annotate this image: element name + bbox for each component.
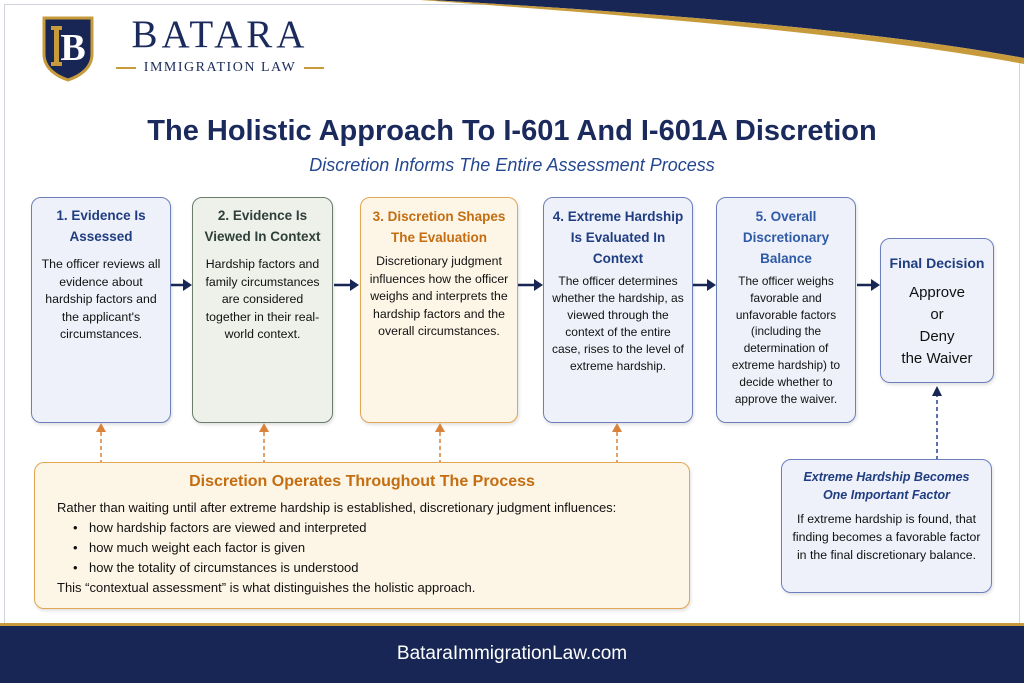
step-5-body: The officer weighs favorable and unfavorable factors (including the determination of extreme hardship) to decide whether to approve the waiver. [731, 274, 841, 406]
page-title: The Holistic Approach To I-601 And I-601A Discretion [147, 115, 877, 147]
step-3-heading: 3. Discretion Shapes The Evaluation [372, 209, 506, 245]
page-subtitle: Discretion Informs The Entire Assessment Process [309, 155, 715, 175]
flow-arrow-3 [518, 278, 544, 292]
footer-gold-rule [0, 623, 1024, 626]
flow-arrow-4 [693, 278, 717, 292]
influence-arrow-4 [610, 422, 624, 464]
final-line-deny: Deny [919, 328, 955, 345]
process-panel [34, 462, 690, 609]
brand-rule-left [116, 67, 136, 69]
step-2-body: Hardship factors and family circumstances are considered together in their real-world context. [205, 257, 320, 341]
footer [0, 623, 1024, 683]
final-line-or: or [930, 306, 944, 323]
header [0, 0, 1024, 92]
flow-arrow-5 [857, 278, 881, 292]
footer-url-link[interactable]: BataraImmigrationLaw.com [396, 643, 628, 664]
influence-arrow-1 [94, 422, 108, 464]
step-1-heading: 1. Evidence Is Assessed [56, 208, 146, 244]
final-line-approve: Approve [909, 284, 965, 301]
step-5-heading: 5. Overall Discretionary Balance [742, 209, 830, 266]
step-1-body: The officer reviews all evidence about hardship factors and the applicant's circumstances. [41, 257, 161, 341]
factor-body: If extreme hardship is found, that finding becomes a favorable factor in the final discretionary balance. [792, 512, 981, 562]
step-3-body: Discretionary judgment influences how the officer weighs and interprets the hardship factors and the overall circumstances. [369, 254, 509, 338]
step-2-heading: 2. Evidence Is Viewed In Context [204, 208, 321, 244]
factor-box [781, 459, 992, 593]
flow-arrow-1 [171, 278, 193, 292]
logo-letter: B [60, 27, 86, 69]
final-decision-heading: Final Decision [889, 255, 985, 271]
step-4-body: The officer determines whether the hardship, as viewed through the context of the entire case, rises to the level of extreme hardship. [551, 274, 685, 373]
process-outro: This “contextual assessment” is what distinguishes the holistic approach. [57, 580, 476, 595]
influence-arrow-3 [433, 422, 447, 464]
brand-rule-right [304, 67, 324, 69]
step-4-heading: 4. Extreme Hardship Is Evaluated In Context [552, 209, 684, 266]
factor-arrow [930, 384, 944, 460]
step-2-box [192, 197, 333, 423]
final-line-waiver: the Waiver [901, 350, 973, 367]
process-bullet-list [71, 518, 667, 578]
brand-subtitle-row [112, 60, 328, 76]
factor-heading: Extreme Hardship Becomes One Important Factor [803, 470, 970, 502]
process-bullet: • how hardship factors are viewed and interpreted [71, 518, 667, 538]
final-decision-box [880, 238, 994, 383]
final-decision-text [887, 282, 987, 370]
flow-arrow-2 [334, 278, 360, 292]
brand [112, 14, 328, 76]
step-3-box [360, 197, 518, 423]
brand-subtitle: IMMIGRATION LAW [143, 60, 297, 75]
process-bullet: • how much weight each factor is given [71, 538, 667, 558]
step-4-box [543, 197, 693, 423]
process-bullet: • how the totality of circumstances is understood [71, 558, 667, 578]
step-5-box [716, 197, 856, 423]
step-1-box [31, 197, 171, 423]
logo-shield [40, 14, 96, 82]
brand-name: BATARA [131, 13, 309, 56]
influence-arrow-2 [257, 422, 271, 464]
process-heading: Discretion Operates Throughout The Process [189, 473, 535, 490]
process-intro: Rather than waiting until after extreme hardship is established, discretionary judgment influences: [57, 500, 617, 515]
